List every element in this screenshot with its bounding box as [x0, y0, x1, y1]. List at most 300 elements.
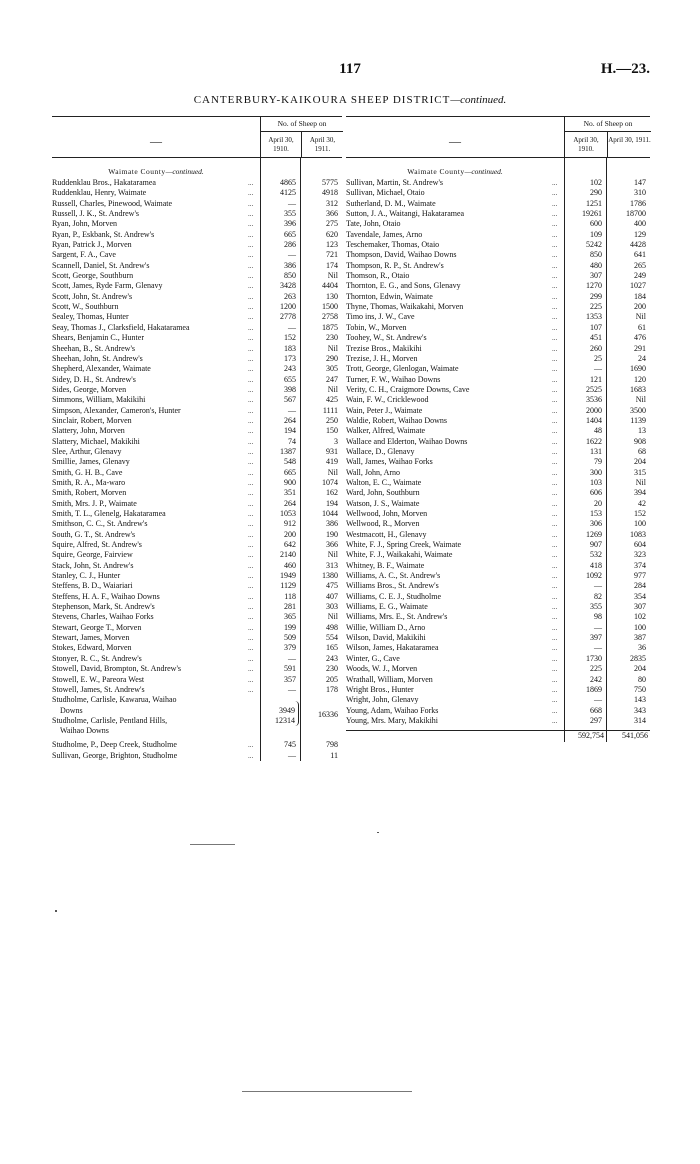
owner-name: Sargent, F. A., Cave	[52, 250, 116, 260]
sheep-1910: 1129	[280, 581, 296, 591]
sheep-count-label: No. of Sheep on	[261, 117, 343, 132]
sheep-1911: 13	[638, 426, 646, 436]
sheep-1910: 264	[284, 415, 296, 425]
sheep-1910: 225	[590, 664, 602, 674]
leader-dots: ...	[552, 416, 558, 425]
sheep-1911: 194	[326, 498, 338, 508]
table-row	[346, 426, 650, 436]
sheep-1910: 1404	[586, 415, 602, 425]
leader-dots: ...	[552, 592, 558, 601]
table-row	[346, 540, 650, 550]
table-row	[346, 395, 650, 405]
leader-dots: ...	[248, 272, 254, 281]
leader-dots: ...	[248, 530, 254, 539]
leader-dots: ...	[552, 261, 558, 270]
table-row	[52, 581, 342, 591]
sheep-1910: 1949	[280, 571, 296, 581]
table-row	[346, 261, 650, 271]
sheep-1911: 354	[634, 591, 646, 601]
sheep-1911: 100	[634, 519, 646, 529]
sheep-1910: 300	[590, 467, 602, 477]
sheep-1911: 152	[634, 509, 646, 518]
leader-dots: ...	[552, 447, 558, 456]
owner-name: White, F. J., Spring Creek, Waimate	[346, 540, 461, 550]
sheep-1911: Nil	[327, 550, 338, 560]
sheep-1911: 314	[634, 715, 646, 725]
table-row	[52, 633, 342, 643]
leader-dots: ...	[552, 613, 558, 622]
owner-name: Simmons, William, Makikihi	[52, 395, 146, 405]
leader-dots: ...	[248, 427, 254, 436]
owner-name: Smithson, C. C., St. Andrew's	[52, 519, 148, 529]
sheep-1911: 190	[326, 529, 338, 539]
owner-name: Ward, John, Southburn	[346, 488, 420, 498]
section-suffix: —continued.	[165, 167, 204, 176]
left-table	[52, 116, 342, 761]
leader-dots: ...	[248, 251, 254, 260]
leader-dots: ...	[248, 282, 254, 291]
owner-name: Ryan, John, Morven	[52, 219, 118, 229]
table-row	[346, 271, 650, 281]
group-line: Downs	[60, 705, 83, 715]
sheep-1911: 5775	[322, 178, 338, 187]
leader-dots: ...	[552, 334, 558, 343]
table-row	[52, 478, 342, 488]
table-row	[346, 323, 650, 333]
sheep-1911: 4404	[322, 281, 338, 291]
table-row	[346, 488, 650, 498]
table-row	[52, 437, 342, 447]
sheep-1910: 1869	[586, 684, 602, 694]
sheep-1911: 475	[326, 581, 338, 591]
owner-name: Steffens, H. A. F., Waihao Downs	[52, 591, 160, 601]
sheep-1911: 102	[634, 612, 646, 622]
sheep-1910: —	[288, 750, 296, 760]
owner-name: Smith, Mrs. J. P., Waimate	[52, 498, 137, 508]
table-row	[52, 685, 342, 695]
owner-name: Trezise, J. H., Morven	[346, 353, 418, 363]
sheep-1910: 2140	[280, 550, 296, 560]
sheep-1911: Nil	[635, 312, 646, 322]
sheep-1910: 103	[590, 477, 602, 487]
table-row	[52, 354, 342, 364]
owner-name: Smillie, James, Glenavy	[52, 457, 130, 467]
sheep-1910: 460	[284, 560, 296, 570]
sheep-1910: 121	[590, 374, 602, 384]
sheep-1911: 387	[634, 633, 646, 643]
sheep-1910: 152	[284, 333, 296, 343]
sheep-1910: 1092	[586, 571, 602, 581]
leader-dots: ...	[552, 241, 558, 250]
table-row	[52, 499, 342, 509]
sheep-1910: 1270	[586, 281, 602, 291]
table-row	[346, 716, 650, 726]
table-row	[346, 654, 650, 664]
sheep-1910: 74	[288, 436, 296, 446]
divider-rule	[242, 1091, 412, 1092]
leader-dots: ...	[248, 447, 254, 456]
sheep-1910: 4125	[280, 188, 296, 198]
sheep-1911: 407	[326, 591, 338, 601]
leader-dots: ...	[552, 582, 558, 591]
sheep-1910: 281	[284, 602, 296, 612]
owner-name: Sheehan, B., St. Andrew's	[52, 343, 135, 353]
sheep-1911: 303	[326, 602, 338, 612]
leader-dots: ...	[552, 665, 558, 674]
owner-name: Young, Adam, Waihao Forks	[346, 705, 439, 715]
sheep-1910: 1251	[586, 198, 602, 208]
leader-dots: ...	[248, 458, 254, 467]
leader-dots: ...	[248, 654, 254, 663]
table-row	[52, 230, 342, 240]
sheep-1910: 900	[284, 477, 296, 487]
sheep-1911: 620	[326, 229, 338, 239]
owner-name: South, G. T., St. Andrew's	[52, 529, 136, 539]
leader-dots: ...	[248, 478, 254, 487]
leader-dots: ...	[248, 603, 254, 612]
group-line: Studholme, Carlisle, Kawarua, Waihao	[52, 695, 177, 705]
sheep-1910: —	[288, 198, 296, 208]
sheep-1910: 655	[284, 374, 296, 384]
left-column-header	[52, 116, 342, 158]
sheep-1911: 200	[634, 302, 646, 312]
owner-name: Ryan, Patrick J., Morven	[52, 240, 132, 250]
page-number: 117	[339, 61, 361, 77]
leader-dots: ...	[552, 468, 558, 477]
leader-dots: ...	[552, 623, 558, 632]
leader-dots: ...	[248, 520, 254, 529]
leader-dots: ...	[248, 437, 254, 446]
sheep-1910: 379	[284, 643, 296, 653]
sheep-1911: 165	[326, 643, 338, 653]
sheep-1910: 509	[284, 633, 296, 643]
table-row	[346, 706, 650, 716]
sheep-1911: 100	[634, 622, 646, 632]
sheep-1911: 3500	[630, 405, 646, 415]
leader-dots: ...	[552, 427, 558, 436]
sheep-1911: 1083	[630, 529, 646, 539]
leader-dots: ...	[248, 416, 254, 425]
leader-dots: ...	[248, 406, 254, 415]
table-row	[52, 623, 342, 633]
sheep-count-label: No. of Sheep on	[565, 117, 651, 132]
table-row	[52, 643, 342, 653]
sheep-1910: 2525	[586, 384, 602, 394]
owner-name: Wright Bros., Hunter	[346, 684, 414, 694]
sheep-1910: 242	[590, 674, 602, 684]
table-row	[52, 530, 342, 540]
owner-name: Toohey, W., St. Andrew's	[346, 333, 427, 343]
owner-name: Stokes, Edward, Morven	[52, 643, 132, 653]
owner-name: Wallace and Elderton, Waihao Downs	[346, 436, 468, 446]
owner-name: Thompson, R. P., St. Andrew's	[346, 260, 444, 270]
leader-dots: ...	[248, 644, 254, 653]
table-row	[52, 333, 342, 343]
sheep-1910: —	[594, 622, 602, 632]
section-heading	[346, 166, 564, 178]
table-row	[346, 633, 650, 643]
sheep-1910: 365	[284, 612, 296, 622]
title-suffix: —continued.	[450, 94, 507, 106]
table-row	[52, 571, 342, 581]
table-row	[346, 499, 650, 509]
sheep-1910: 1200	[280, 302, 296, 312]
sheep-1910: 1730	[586, 653, 602, 663]
sheep-1910: 355	[590, 602, 602, 612]
owner-name: Willie, William D., Arno	[346, 622, 426, 632]
table-row	[52, 281, 342, 291]
leader-dots: ...	[552, 272, 558, 281]
leader-dots: ...	[248, 551, 254, 560]
group-value-1911: 16336	[318, 710, 338, 720]
sheep-1911: 366	[326, 209, 338, 219]
leader-dots: ...	[248, 396, 254, 405]
leader-dots: ...	[248, 634, 254, 643]
owner-name: Stowell, James, St. Andrew's	[52, 684, 145, 694]
sheep-1911: 1875	[322, 322, 338, 332]
sheep-1911: 162	[326, 488, 338, 498]
leader-dots: ...	[552, 696, 558, 705]
owner-name: Ruddenklau Bros., Hakataramea	[52, 178, 156, 187]
leader-dots: ...	[552, 292, 558, 301]
table-row	[52, 561, 342, 571]
leader-dots: ...	[248, 675, 254, 684]
table-row	[346, 675, 650, 685]
sheep-1911: 204	[634, 664, 646, 674]
sheep-1911: 798	[326, 740, 338, 750]
studholme-group	[52, 695, 342, 736]
table-row	[346, 375, 650, 385]
owner-name: Young, Mrs. Mary, Makikihi	[346, 715, 439, 725]
leader-dots: ...	[552, 530, 558, 539]
leader-dots: ...	[552, 385, 558, 394]
table-row	[346, 695, 650, 705]
sheep-1911: 147	[634, 178, 646, 187]
table-row	[52, 426, 342, 436]
table-row	[346, 509, 650, 519]
sheep-1910: 260	[590, 343, 602, 353]
leader-dots: ...	[552, 230, 558, 239]
leader-dots: ...	[552, 520, 558, 529]
sheep-1911: 36	[638, 643, 646, 653]
sheep-1910: 850	[284, 271, 296, 281]
sheep-1911: 1139	[630, 415, 646, 425]
owner-name: Shears, Benjamin C., Hunter	[52, 333, 144, 343]
sheep-count-header	[260, 117, 343, 157]
sheep-1910: 109	[590, 229, 602, 239]
leader-dots: ...	[552, 478, 558, 487]
leader-dots: ...	[248, 303, 254, 312]
sheep-1911: 307	[634, 602, 646, 612]
table-row	[346, 643, 650, 653]
sheep-1911: 284	[634, 581, 646, 591]
leader-dots: ...	[552, 365, 558, 374]
owner-name: Shepherd, Alexander, Waimate	[52, 364, 151, 374]
leader-dots: ...	[552, 303, 558, 312]
sheep-1910: —	[288, 322, 296, 332]
sheep-1910: 25	[594, 353, 602, 363]
table-row	[346, 219, 650, 229]
sheep-1910: 1622	[586, 436, 602, 446]
section-heading	[52, 166, 260, 178]
owner-name: Trott, George, Glenlogan, Waimate	[346, 364, 459, 374]
owner-name: Tavendale, James, Arno	[346, 229, 423, 239]
owner-name: Woods, W. J., Morven	[346, 664, 418, 674]
leader-dots: ...	[552, 561, 558, 570]
total-1911: 541,056	[622, 731, 648, 741]
right-table	[346, 116, 650, 742]
title-text: CANTERBURY-KAIKOURA SHEEP DISTRICT	[193, 94, 451, 106]
owner-name: Stowell, E. W., Pareora West	[52, 674, 145, 684]
leader-dots: ...	[552, 189, 558, 198]
sheep-1910: 48	[594, 426, 602, 436]
owner-name: Squire, George, Fairview	[52, 550, 133, 560]
owner-name: Stewart, James, Morven	[52, 633, 130, 643]
owner-name: Wilson, David, Makikihi	[346, 633, 426, 643]
leader-dots: ...	[552, 551, 558, 560]
table-row	[346, 581, 650, 591]
sheep-1911: 1074	[322, 477, 338, 487]
sheep-1911: 400	[634, 219, 646, 229]
sheep-1910: 5242	[586, 240, 602, 250]
table-row	[52, 550, 342, 560]
sheep-1910: 263	[284, 291, 296, 301]
leader-dots: ...	[248, 751, 254, 760]
table-row	[52, 302, 342, 312]
district-title	[0, 94, 700, 106]
sheep-1910: 20	[594, 498, 602, 508]
right-column-header	[346, 116, 650, 158]
sheep-1911: 18700	[626, 209, 646, 219]
sheep-1910: —	[288, 250, 296, 260]
sheep-1910: 386	[284, 260, 296, 270]
table-row	[52, 488, 342, 498]
leader-dots: ...	[552, 654, 558, 663]
table-row	[346, 385, 650, 395]
sheep-1910: 19261	[582, 209, 602, 219]
sheep-1910: 642	[284, 540, 296, 550]
sheep-1911: 419	[326, 457, 338, 467]
owner-name: Russell, Charles, Pinewood, Waimate	[52, 198, 173, 208]
leader-dots: ...	[552, 634, 558, 643]
sheep-1910: 2000	[586, 405, 602, 415]
table-row	[52, 612, 342, 622]
table-row	[52, 375, 342, 385]
table-row	[346, 664, 650, 674]
sheep-1911: 1111	[322, 405, 338, 415]
owner-name: Scott, James, Ryde Farm, Glenavy	[52, 281, 163, 291]
owner-name: Williams, E. G., Waimate	[346, 602, 428, 612]
table-row	[52, 509, 342, 519]
left-rows	[52, 158, 342, 761]
col-1911-label: April 30, 1911.	[309, 136, 336, 153]
sheep-1910: 4865	[280, 178, 296, 187]
leader-dots: ...	[248, 623, 254, 632]
sheep-1911: 1044	[322, 509, 338, 518]
owner-name: Williams, C. E. J., Studholme	[346, 591, 442, 601]
table-row	[346, 302, 650, 312]
leader-dots: ...	[248, 210, 254, 219]
sheep-1911: 1500	[322, 302, 338, 312]
owner-name: Ryan, P., Eskbank, St. Andrew's	[52, 229, 155, 239]
leader-dots: ...	[552, 354, 558, 363]
leader-dots: ...	[552, 499, 558, 508]
sheep-1910: 199	[284, 622, 296, 632]
table-row	[52, 602, 342, 612]
leader-dots: ...	[248, 741, 254, 750]
leader-dots: ...	[552, 458, 558, 467]
table-row	[52, 751, 342, 761]
owner-name: Sutton, J. A., Waitangi, Hakataramea	[346, 209, 465, 219]
sheep-1910: 397	[590, 633, 602, 643]
sheep-1911: Nil	[327, 271, 338, 281]
owner-name: Thompson, David, Waihao Downs	[346, 250, 457, 260]
sheep-1911: 42	[638, 498, 646, 508]
sheep-1910: 299	[590, 291, 602, 301]
leader-dots: ...	[552, 510, 558, 518]
sheep-1911: 394	[634, 488, 646, 498]
table-row	[346, 447, 650, 457]
right-rows	[346, 158, 650, 742]
sheep-1910: 118	[284, 591, 296, 601]
sheep-1911: 1380	[322, 571, 338, 581]
sheep-1910: 355	[284, 209, 296, 219]
owner-name: Slattery, Michael, Makikihi	[52, 436, 140, 446]
owner-name: Watson, J. S., Waimate	[346, 498, 420, 508]
table-row	[346, 457, 650, 467]
sheep-1911: 130	[326, 291, 338, 301]
leader-dots: ...	[552, 344, 558, 353]
leader-dots: ...	[552, 199, 558, 208]
table-row	[346, 571, 650, 581]
sheep-1911: 641	[634, 250, 646, 260]
speck	[377, 832, 379, 833]
sheep-1911: 315	[634, 467, 646, 477]
owner-name: Wright, John, Glenavy	[346, 695, 419, 705]
leader-dots: ...	[248, 189, 254, 198]
sheep-1911: 554	[326, 633, 338, 643]
leader-dots: ...	[552, 685, 558, 694]
leader-dots: ...	[248, 375, 254, 384]
owner-name: Sheehan, John, St. Andrew's	[52, 353, 143, 363]
leader-dots: ...	[552, 437, 558, 446]
owner-name: Steffens, B. D., Waiariari	[52, 581, 133, 591]
table-row	[52, 457, 342, 467]
leader-dots: ...	[248, 230, 254, 239]
owner-name: Sullivan, George, Brighton, Studholme	[52, 750, 178, 760]
table-row	[52, 209, 342, 219]
sheep-1910: 591	[284, 664, 296, 674]
sheep-1910: 480	[590, 260, 602, 270]
sheep-1911: 4918	[322, 188, 338, 198]
owner-name: Smith, R. A., Ma-waro	[52, 477, 126, 487]
table-row	[52, 416, 342, 426]
sheep-1911: 184	[634, 291, 646, 301]
owner-name: Wall, James, Waihao Forks	[346, 457, 433, 467]
sheep-1911: 230	[326, 664, 338, 674]
leader-dots: ...	[248, 292, 254, 301]
owner-name: Walker, Alfred, Waimate	[346, 426, 426, 436]
sheep-1911: 68	[638, 446, 646, 456]
owner-name: Russell, J. K., St. Andrew's	[52, 209, 140, 219]
sheep-1911: 123	[326, 240, 338, 250]
owner-name: Turner, F. W., Waihao Downs	[346, 374, 441, 384]
table-row	[346, 416, 650, 426]
table-row	[52, 395, 342, 405]
sheep-1911: 313	[326, 560, 338, 570]
col-1910-label: April 30, 1910.	[268, 136, 294, 153]
sheep-1910: 850	[590, 250, 602, 260]
